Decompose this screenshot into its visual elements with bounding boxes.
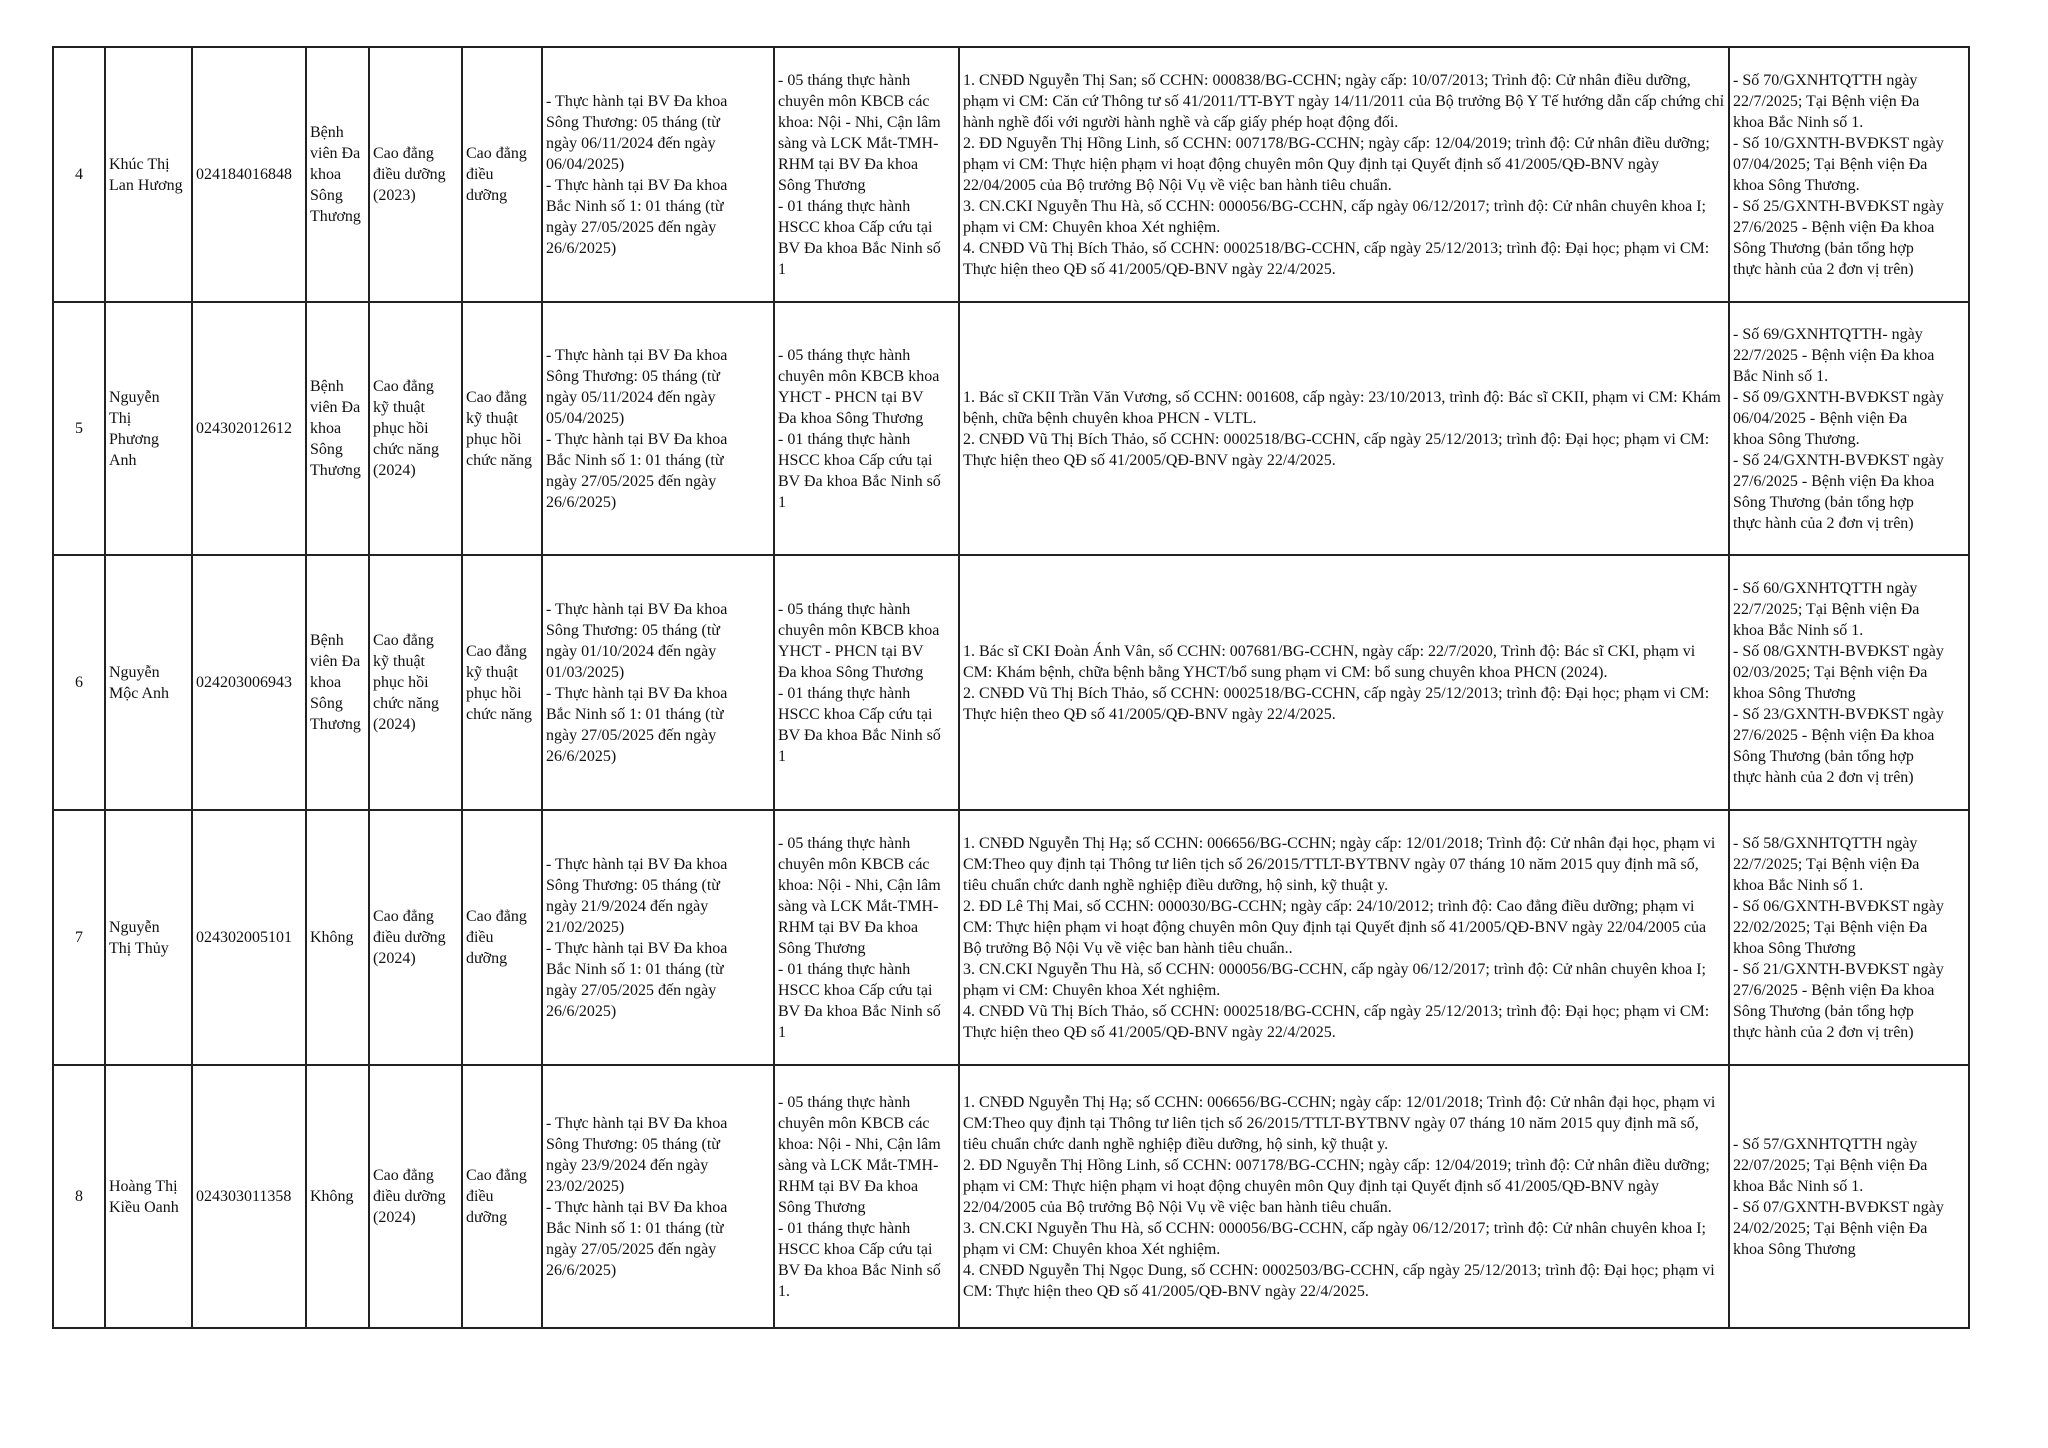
practice-period: - Thực hành tại BV Đa khoa Sông Thương: 05 tháng (từ ngày 01/10/2024 đến ngày 01/03/2025) - Thực hành tại BV Đa khoa Bắc Ninh số 1: 01 tháng (từ ngày 27/05/2025 đến ngày 26/6/2025) <box>542 555 774 810</box>
row-number: 5 <box>53 302 105 555</box>
supervisors: 1. Bác sĩ CKI Đoàn Ánh Vân, số CCHN: 007681/BG-CCHN, ngày cấp: 22/7/2020, Trình độ: Bác sĩ CKI, phạm vi CM: Khám bệnh, chữa bệnh bằng YHCT/bổ sung phạm vi CM: bổ sung chuyên khoa PHCN (2024). 2. CNĐD Vũ Thị Bích Thảo, số CCHN: 0002518/BG-CCHN, cấp ngày 25/12/2013; trình độ: Đại học; phạm vi CM: Thực hiện theo QĐ số 41/2005/QĐ-BNV ngày 22/4/2025. <box>959 555 1729 810</box>
table-row <box>53 810 1969 1065</box>
practice-content: - 05 tháng thực hành chuyên môn KBCB khoa YHCT - PHCN tại BV Đa khoa Sông Thương - 01 tháng thực hành HSCC khoa Cấp cứu tại BV Đa khoa Bắc Ninh số 1 <box>774 555 959 810</box>
table-row <box>53 1065 1969 1328</box>
table-row <box>53 555 1969 810</box>
confirmation-docs: - Số 69/GXNHTQTTH- ngày 22/7/2025 - Bệnh viện Đa khoa Bắc Ninh số 1. - Số 09/GXNTH-BVĐKST ngày 06/04/2025 - Bệnh viện Đa khoa Sông Thương. - Số 24/GXNTH-BVĐKST ngày 27/6/2025 - Bệnh viện Đa khoa Sông Thương (bản tổng hợp thực hành của 2 đơn vị trên) <box>1729 302 1969 555</box>
id-number: 024303011358 <box>192 1065 306 1328</box>
practice-period: - Thực hành tại BV Đa khoa Sông Thương: 05 tháng (từ ngày 05/11/2024 đến ngày 05/04/2025) - Thực hành tại BV Đa khoa Bắc Ninh số 1: 01 tháng (từ ngày 27/05/2025 đến ngày 26/6/2025) <box>542 302 774 555</box>
professional-title: Cao đẳng điều dưỡng <box>462 47 542 302</box>
practice-content: - 05 tháng thực hành chuyên môn KBCB các khoa: Nội - Nhi, Cận lâm sàng và LCK Mắt-TMH- RHM tại BV Đa khoa Sông Thương - 01 tháng thực hành HSCC khoa Cấp cứu tại BV Đa khoa Bắc Ninh số 1 <box>774 810 959 1065</box>
confirmation-docs: - Số 60/GXNHTQTTH ngày 22/7/2025; Tại Bệnh viện Đa khoa Bắc Ninh số 1. - Số 08/GXNTH-BVĐKST ngày 02/03/2025; Tại Bệnh viện Đa khoa Sông Thương - Số 23/GXNTH-BVĐKST ngày 27/6/2025 - Bệnh viện Đa khoa Sông Thương (bản tổng hợp thực hành của 2 đơn vị trên) <box>1729 555 1969 810</box>
id-number: 024302005101 <box>192 810 306 1065</box>
supervisors: 1. CNĐD Nguyễn Thị Hạ; số CCHN: 006656/BG-CCHN; ngày cấp: 12/01/2018; Trình độ: Cử nhân đại học, phạm vi CM:Theo quy định tại Thông tư liên tịch số 26/2015/TTLT-BYTBNV ngày 07 tháng 10 năm 2015 quy định mã số, tiêu chuẩn chức danh nghề nghiệp điều dưỡng, hộ sinh, kỹ thuật y. 2. ĐD Nguyễn Thị Hồng Linh, số CCHN: 007178/BG-CCHN; ngày cấp: 12/04/2019; trình độ: Cử nhân điều dưỡng; phạm vi CM: Thực hiện phạm vi hoạt động chuyên môn Quy định tại Quyết định số 41/2005/QĐ-BNV ngày 22/04/2005 của Bộ trưởng Bộ Nội Vụ về việc ban hành tiêu chuẩn. 3. CN.CKI Nguyễn Thu Hà, số CCHN: 000056/BG-CCHN, cấp ngày 06/12/2017; trình độ: Cử nhân chuyên khoa I; phạm vi CM: Chuyên khoa Xét nghiệm. 4. CNĐD Nguyễn Thị Ngọc Dung, số CCHN: 0002503/BG-CCHN, cấp ngày 25/12/2013; trình độ: Đại học; phạm vi CM: Thực hiện theo QĐ số 41/2005/QĐ-BNV ngày 22/4/2025. <box>959 1065 1729 1328</box>
confirmation-docs: - Số 57/GXNHTQTTH ngày 22/07/2025; Tại Bệnh viện Đa khoa Bắc Ninh số 1. - Số 07/GXNTH-BVĐKST ngày 24/02/2025; Tại Bệnh viện Đa khoa Sông Thương <box>1729 1065 1969 1328</box>
practice-content: - 05 tháng thực hành chuyên môn KBCB các khoa: Nội - Nhi, Cận lâm sàng và LCK Mắt-TMH- RHM tại BV Đa khoa Sông Thương - 01 tháng thực hành HSCC khoa Cấp cứu tại BV Đa khoa Bắc Ninh số 1. <box>774 1065 959 1328</box>
row-number: 4 <box>53 47 105 302</box>
person-name: Khúc Thị Lan Hương <box>105 47 192 302</box>
practice-content: - 05 tháng thực hành chuyên môn KBCB khoa YHCT - PHCN tại BV Đa khoa Sông Thương - 01 tháng thực hành HSCC khoa Cấp cứu tại BV Đa khoa Bắc Ninh số 1 <box>774 302 959 555</box>
person-name: Nguyễn Thị Thủy <box>105 810 192 1065</box>
practice-content: - 05 tháng thực hành chuyên môn KBCB các khoa: Nội - Nhi, Cận lâm sàng và LCK Mắt-TMH- RHM tại BV Đa khoa Sông Thương - 01 tháng thực hành HSCC khoa Cấp cứu tại BV Đa khoa Bắc Ninh số 1 <box>774 47 959 302</box>
person-name: Hoàng Thị Kiều Oanh <box>105 1065 192 1328</box>
supervisors: 1. CNĐD Nguyễn Thị Hạ; số CCHN: 006656/BG-CCHN; ngày cấp: 12/01/2018; Trình độ: Cử nhân đại học, phạm vi CM:Theo quy định tại Thông tư liên tịch số 26/2015/TTLT-BYTBNV ngày 07 tháng 10 năm 2015 quy định mã số, tiêu chuẩn chức danh nghề nghiệp điều dưỡng, hộ sinh, kỹ thuật y. 2. ĐD Lê Thị Mai, số CCHN: 000030/BG-CCHN; ngày cấp: 24/10/2012; trình độ: Cao đẳng điều dưỡng; phạm vi CM: Thực hiện phạm vi hoạt động chuyên môn Quy định tại Quyết định số 41/2005/QĐ-BNV ngày 22/04/2005 của Bộ trưởng Bộ Nội Vụ về việc ban hành tiêu chuẩn.. 3. CN.CKI Nguyễn Thu Hà, số CCHN: 000056/BG-CCHN, cấp ngày 06/12/2017; trình độ: Cử nhân chuyên khoa I; phạm vi CM: Chuyên khoa Xét nghiệm. 4. CNĐD Vũ Thị Bích Thảo, số CCHN: 0002518/BG-CCHN, cấp ngày 25/12/2013; trình độ: Đại học; phạm vi CM: Thực hiện theo QĐ số 41/2005/QĐ-BNV ngày 22/4/2025. <box>959 810 1729 1065</box>
workplace: Không <box>306 1065 369 1328</box>
workplace: Bệnh viên Đa khoa Sông Thương <box>306 47 369 302</box>
degree: Cao đẳng điều dưỡng (2024) <box>369 810 462 1065</box>
table-row <box>53 302 1969 555</box>
confirmation-docs: - Số 58/GXNHTQTTH ngày 22/7/2025; Tại Bệnh viện Đa khoa Bắc Ninh số 1. - Số 06/GXNTH-BVĐKST ngày 22/02/2025; Tại Bệnh viện Đa khoa Sông Thương - Số 21/GXNTH-BVĐKST ngày 27/6/2025 - Bệnh viện Đa khoa Sông Thương (bản tổng hợp thực hành của 2 đơn vị trên) <box>1729 810 1969 1065</box>
professional-title: Cao đẳng điều dưỡng <box>462 1065 542 1328</box>
id-number: 024302012612 <box>192 302 306 555</box>
supervisors: 1. CNĐD Nguyễn Thị San; số CCHN: 000838/BG-CCHN; ngày cấp: 10/07/2013; Trình độ: Cử nhân điều dưỡng, phạm vi CM: Căn cứ Thông tư số 41/2011/TT-BYT ngày 14/11/2011 của Bộ trưởng Bộ Y Tế hướng dẫn cấp chứng chỉ hành nghề đối với người hành nghề và cấp giấy phép hoạt động đối. 2. ĐD Nguyễn Thị Hồng Linh, số CCHN: 007178/BG-CCHN; ngày cấp: 12/04/2019; trình độ: Cử nhân điều dưỡng; phạm vi CM: Thực hiện phạm vi hoạt động chuyên môn Quy định tại Quyết định số 41/2005/QĐ-BNV ngày 22/04/2005 của Bộ trưởng Bộ Nội Vụ về việc ban hành tiêu chuẩn. 3. CN.CKI Nguyễn Thu Hà, số CCHN: 000056/BG-CCHN, cấp ngày 06/12/2017; trình độ: Cử nhân chuyên khoa I; phạm vi CM: Chuyên khoa Xét nghiệm. 4. CNĐD Vũ Thị Bích Thảo, số CCHN: 0002518/BG-CCHN, cấp ngày 25/12/2013; trình độ: Đại học; phạm vi CM: Thực hiện theo QĐ số 41/2005/QĐ-BNV ngày 22/4/2025. <box>959 47 1729 302</box>
row-number: 8 <box>53 1065 105 1328</box>
person-name: Nguyễn Mộc Anh <box>105 555 192 810</box>
workplace: Bệnh viên Đa khoa Sông Thương <box>306 302 369 555</box>
practice-period: - Thực hành tại BV Đa khoa Sông Thương: 05 tháng (từ ngày 21/9/2024 đến ngày 21/02/2025) - Thực hành tại BV Đa khoa Bắc Ninh số 1: 01 tháng (từ ngày 27/05/2025 đến ngày 26/6/2025) <box>542 810 774 1065</box>
table-row <box>53 47 1969 302</box>
professional-title: Cao đẳng điều dưỡng <box>462 810 542 1065</box>
workplace: Bệnh viên Đa khoa Sông Thương <box>306 555 369 810</box>
practice-period: - Thực hành tại BV Đa khoa Sông Thương: 05 tháng (từ ngày 23/9/2024 đến ngày 23/02/2025) - Thực hành tại BV Đa khoa Bắc Ninh số 1: 01 tháng (từ ngày 27/05/2025 đến ngày 26/6/2025) <box>542 1065 774 1328</box>
workplace: Không <box>306 810 369 1065</box>
degree: Cao đẳng kỹ thuật phục hồi chức năng (2024) <box>369 302 462 555</box>
person-name: Nguyễn Thị Phương Anh <box>105 302 192 555</box>
degree: Cao đẳng kỹ thuật phục hồi chức năng (2024) <box>369 555 462 810</box>
professional-title: Cao đẳng kỹ thuật phục hồi chức năng <box>462 302 542 555</box>
degree: Cao đẳng điều dưỡng (2024) <box>369 1065 462 1328</box>
id-number: 024184016848 <box>192 47 306 302</box>
confirmation-docs: - Số 70/GXNHTQTTH ngày 22/7/2025; Tại Bệnh viện Đa khoa Bắc Ninh số 1. - Số 10/GXNTH-BVĐKST ngày 07/04/2025; Tại Bệnh viện Đa khoa Sông Thương. - Số 25/GXNTH-BVĐKST ngày 27/6/2025 - Bệnh viện Đa khoa Sông Thương (bản tổng hợp thực hành của 2 đơn vị trên) <box>1729 47 1969 302</box>
degree: Cao đẳng điều dưỡng (2023) <box>369 47 462 302</box>
supervisors: 1. Bác sĩ CKII Trần Văn Vương, số CCHN: 001608, cấp ngày: 23/10/2013, trình độ: Bác sĩ CKII, phạm vi CM: Khám bệnh, chữa bệnh chuyên khoa PHCN - VLTL. 2. CNĐD Vũ Thị Bích Thảo, số CCHN: 0002518/BG-CCHN, cấp ngày 25/12/2013; trình độ: Đại học; phạm vi CM: Thực hiện theo QĐ số 41/2005/QĐ-BNV ngày 22/4/2025. <box>959 302 1729 555</box>
professional-title: Cao đẳng kỹ thuật phục hồi chức năng <box>462 555 542 810</box>
row-number: 6 <box>53 555 105 810</box>
practice-period: - Thực hành tại BV Đa khoa Sông Thương: 05 tháng (từ ngày 06/11/2024 đến ngày 06/04/2025) - Thực hành tại BV Đa khoa Bắc Ninh số 1: 01 tháng (từ ngày 27/05/2025 đến ngày 26/6/2025) <box>542 47 774 302</box>
practice-registry-table <box>52 46 1970 1329</box>
id-number: 024203006943 <box>192 555 306 810</box>
row-number: 7 <box>53 810 105 1065</box>
